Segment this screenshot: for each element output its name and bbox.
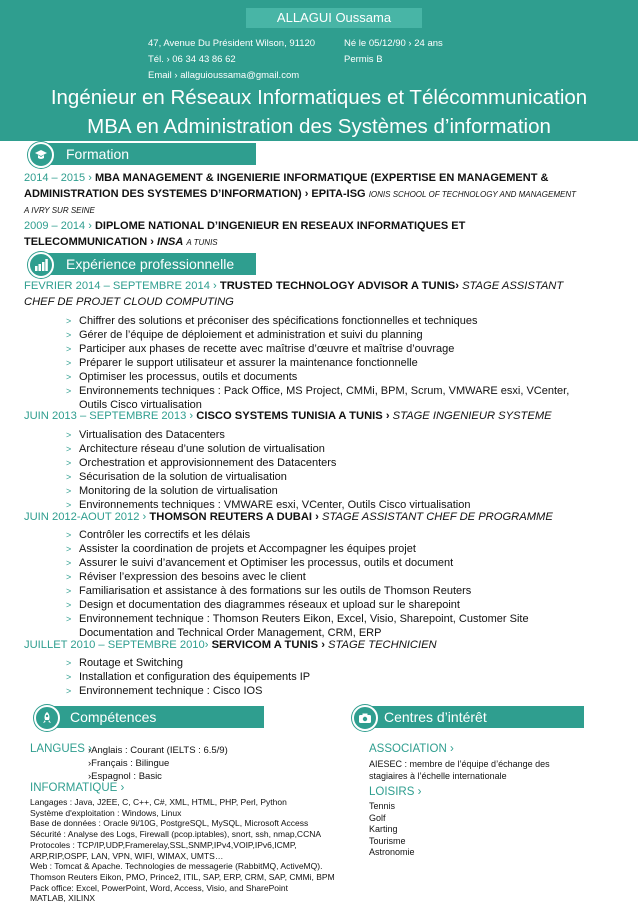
list-item: > Gérer de l’équipe de déploiement et administration et suivi du planning — [66, 328, 569, 342]
list-item: > Virtualisation des Datacenters — [66, 428, 470, 442]
langue-item: ›Français : Bilingue — [88, 758, 170, 769]
phone: Tél. › 06 34 43 86 62 — [148, 54, 236, 65]
list-item: > Participer aux phases de recette avec maîtrise d’œuvre et maîtrise d’ouvrage — [66, 342, 569, 356]
list-item: > Architecture réseau d’une solution de virtualisation — [66, 442, 470, 456]
loisir-item: Golf — [369, 812, 386, 823]
list-item: > Réviser l’expression des besoins avec le client — [66, 570, 529, 584]
skill-line: Sécurité : Analyse des Logs, Firewall (pcop.iptables), snort, ssh, nmap,CCNA — [30, 829, 322, 840]
association-line: AIESEC : membre de l’équipe d’échange des — [369, 759, 550, 769]
formation-2-line1: 2009 – 2014 › DIPLOME NATIONAL D’INGENIEUR EN RESEAUX INFORMATIQUES ET — [24, 220, 466, 232]
skill-line: Protocoles : TCP/IP,UDP,Framerelay,SSL,SNMP,IPv4,VOIP,IPv6,ICMP, — [30, 839, 297, 850]
skill-line: Thomson Reuters Eikon, PMO, Prince2, ITIL, SAP, ERP, CRM, SAP, CMMi, BPM — [30, 871, 335, 882]
section-experience: Expérience professionnelle — [36, 253, 256, 275]
list-item-continued: Outils Cisco virtualisation — [79, 399, 202, 411]
skill-line: Système d'exploitation : Windows, Linux — [30, 807, 182, 818]
langue-item: ›Anglais : Courant (IELTS : 6.5/9) — [88, 745, 228, 756]
email: Email › allaguioussama@gmail.com — [148, 70, 300, 81]
loisir-item: Tennis — [369, 801, 396, 811]
list-item: > Routage et Switching — [66, 656, 310, 670]
birth-date: Né le 05/12/90 › 24 ans — [344, 38, 443, 49]
informatique-list — [30, 797, 335, 904]
bar-chart-icon — [28, 252, 54, 278]
skill-line: MATLAB, XILINX — [30, 893, 96, 904]
skill-line: Web : Tomcat & Apache. Technologies de messagerie (RabbitMQ, ActiveMQ). — [30, 861, 323, 872]
informatique-label: INFORMATIQUE › — [30, 782, 125, 794]
exp-3-header: JUIN 2012-AOUT 2012 › THOMSON REUTERS A DUBAI › STAGE ASSISTANT CHEF DE PROGRAMME — [24, 511, 553, 523]
exp-1-header: FEVRIER 2014 – SEPTEMBRE 2014 › TRUSTED TECHNOLOGY ADVISOR A TUNIS› STAGE ASSISTANT — [24, 280, 564, 292]
address: 47, Avenue Du Président Wilson, 91120 — [148, 38, 316, 49]
list-item: > Contrôler les correctifs et les délais — [66, 528, 529, 542]
list-item: > Environnements techniques : VMWARE esxi, VCenter, Outils Cisco virtualisation — [66, 498, 470, 512]
list-item: > Préparer le support utilisateur et assurer la maintenance fonctionnelle — [66, 356, 569, 370]
loisir-item: Karting — [369, 824, 398, 834]
list-item: > Environnement technique : Thomson Reuters Eikon, Excel, Visio, Sharepoint, Customer Site — [66, 612, 529, 626]
list-item: > Environnement technique : Cisco IOS — [66, 684, 310, 698]
langues-list — [88, 744, 228, 783]
exp-2-header: JUIN 2013 – SEPTEMBRE 2013 › CISCO SYSTEMS TUNISIA A TUNIS › STAGE INGENIEUR SYSTEME — [24, 410, 552, 422]
association-list — [369, 758, 550, 782]
formation-1-line1: 2014 – 2015 › MBA MANAGEMENT & INGENIERIE INFORMATIQUE (EXPERTISE EN MANAGEMENT & — [24, 172, 549, 184]
list-item: > Design et documentation des diagrammes réseaux et upload sur le sharepoint — [66, 598, 529, 612]
skill-line: Pack office: Excel, PowerPoint, Word, Access, Visio, and SharePoint — [30, 882, 288, 893]
exp-1-list — [66, 314, 569, 412]
skill-line: Base de données : Oracle 9i/10G, PostgreSQL, MySQL, Microsoft Access — [30, 818, 309, 829]
exp-3-list — [66, 528, 529, 640]
skill-line: Langages : Java, J2EE, C, C++, C#, XML, HTML, PHP, Perl, Python — [30, 797, 287, 807]
degree-title: MBA en Administration des Systèmes d’information — [87, 115, 551, 138]
exp-4-list — [66, 656, 310, 698]
candidate-name: ALLAGUI Oussama — [246, 8, 422, 28]
rocket-icon — [34, 705, 60, 731]
section-competences: Compétences — [44, 706, 264, 728]
exp-2-list — [66, 428, 470, 512]
loisirs-label: LOISIRS › — [369, 786, 422, 798]
exp-1-role: CHEF DE PROJET CLOUD COMPUTING — [24, 296, 234, 308]
exp-4-header: JUILLET 2010 – SEPTEMBRE 2010› SERVICOM A TUNIS › STAGE TECHNICIEN — [24, 639, 437, 651]
list-item: > Optimiser les processus, outils et documents — [66, 370, 569, 384]
loisir-item: Tourisme — [369, 835, 406, 846]
contact-info — [148, 36, 315, 84]
graduation-cap-icon — [28, 142, 54, 168]
association-label: ASSOCIATION › — [369, 743, 454, 755]
list-item-continued: Documentation and Technical Order Management, CRM, ERP — [79, 627, 382, 639]
section-formation: Formation — [36, 143, 256, 165]
association-line: stagiaires à l’échelle internationale — [369, 771, 507, 781]
loisirs-list — [369, 801, 415, 859]
list-item: > Sécurisation de la solution de virtualisation — [66, 470, 470, 484]
list-item: > Assurer le suivi d’avancement et Optimiser les processus, outils et document — [66, 556, 529, 570]
formation-2-line2: TELECOMMUNICATION › INSA A TUNIS — [24, 236, 218, 248]
loisir-item: Astronomie — [369, 847, 415, 857]
driving-license: Permis B — [344, 54, 383, 65]
camera-icon — [352, 705, 378, 731]
list-item: > Orchestration et approvisionnement des Datacenters — [66, 456, 470, 470]
personal-info — [344, 36, 443, 68]
langue-item: ›Espagnol : Basic — [88, 771, 162, 782]
job-title: Ingénieur en Réseaux Informatiques et Télécommunication — [50, 86, 588, 109]
section-interets: Centres d’intérêt — [358, 706, 584, 728]
list-item: > Environnements techniques : Pack Office, MS Project, CMMi, BPM, Scrum, VMWARE esxi, VCenter, — [66, 384, 569, 398]
list-item: > Familiarisation et assistance à des formations sur les outils de Thomson Reuters — [66, 584, 529, 598]
list-item: > Assister la coordination de projets et Accompagner les équipes projet — [66, 542, 529, 556]
formation-1-line2: ADMINISTRATION DES SYSTEMES D’INFORMATION) › EPITA-ISG IONIS SCHOOL OF TECHNOLOGY AND MANAGEMENT — [24, 188, 576, 200]
list-item: > Installation et configuration des équipements IP — [66, 670, 310, 684]
list-item: > Chiffrer des solutions et préconiser des spécifications fonctionnelles et techniques — [66, 314, 569, 328]
langues-label: LANGUES › — [30, 743, 92, 755]
list-item: > Monitoring de la solution de virtualisation — [66, 484, 470, 498]
formation-1-line3: A IVRY SUR SEINE — [24, 206, 95, 215]
skill-line: ARP,RIP,OSPF, LAN, VPN, WIFI, WIMAX, UMTS… — [30, 850, 224, 861]
header-banner — [0, 0, 638, 141]
